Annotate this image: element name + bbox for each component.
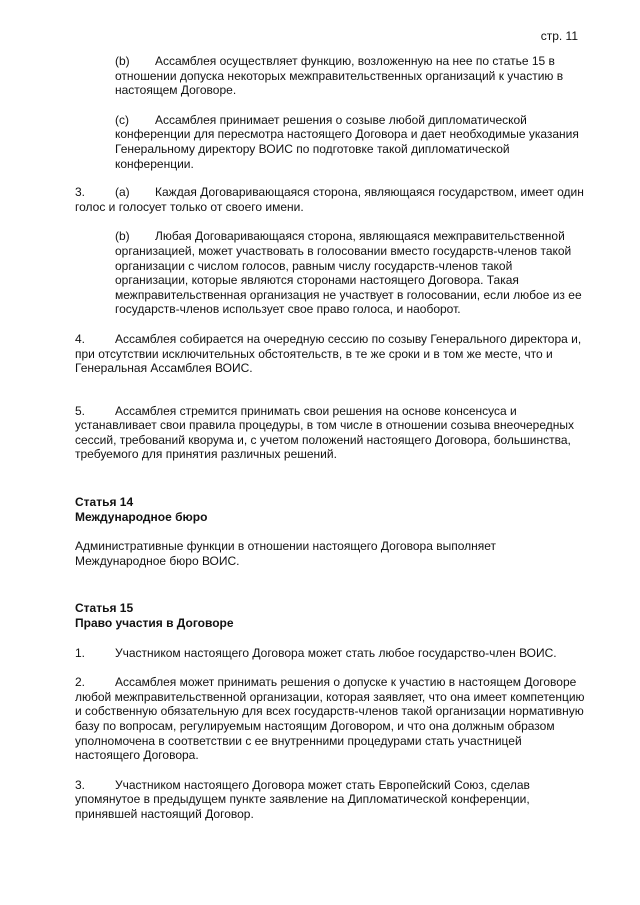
paragraph-text: Ассамблея стремится принимать свои решения на основе консенсуса и устанавливает свои правила процедуры, в том числе в отношении созыва внеочередных сессий, требований кворума и, с учетом положений настоящего Договора, большинства, требуемого для принятия различных решений. [75, 403, 575, 462]
paragraph-text: Участником настоящего Договора может стать любое государство-член ВОИС. [115, 645, 557, 660]
article-15-paragraph-2 [75, 675, 585, 763]
article-15-title: Статья 15 [75, 601, 134, 616]
paragraph-5 [75, 404, 585, 462]
paragraph-number: (c) [115, 112, 129, 127]
paragraph-number: 5. [75, 403, 86, 418]
paragraph-2b [115, 54, 585, 98]
paragraph-text: Любая Договаривающаяся сторона, являющаяся межправительственной организацией, может участвовать в голосовании вместо государств-членов такой организации с числом голосов, равным числу государств-членов такой организации, которые являются сторонами настоящего Договора. Такая межправительственная организация не участвует в голосовании, если любое из ее государств-членов использует свое право голоса, и наоборот. [115, 229, 582, 317]
paragraph-3a [75, 185, 585, 214]
paragraph-number: (b) [115, 54, 130, 68]
paragraph-number: 1. [75, 645, 86, 660]
article-14-text: Административные функции в отношении настоящего Договора выполняет Международное бюро ВОИС. [75, 539, 497, 568]
article-15-subtitle: Право участия в Договоре [75, 616, 234, 631]
paragraph-4 [75, 332, 585, 376]
paragraph-text: Каждая Договаривающаяся сторона, являющаяся государством, имеет один голос и голосует только от своего имени. [75, 185, 584, 214]
paragraph-2c [115, 113, 585, 171]
paragraph-text: Ассамблея собирается на очередную сессию по созыву Генерального директора и, при отсутствии исключительных обстоятельств, в те же сроки и в том же месте, что и Генеральная Ассамблея ВОИС. [75, 331, 582, 376]
paragraph-text: Ассамблея принимает решения о созыве любой дипломатической конференции для пересмотра настоящего Договора и дает необходимые указания Генеральному директору ВОИС по подготовке такой дипломатической конференции. [115, 112, 579, 171]
paragraph-text: Участником настоящего Договора может стать Европейский Союз, сделав упомянутое в предыдущем пункте заявление на Дипломатической конференции, принявшей настоящий Договор. [75, 777, 530, 821]
subparagraph-letter: (a) [115, 185, 130, 200]
article-14-subtitle: Международное бюро [75, 509, 208, 524]
paragraph-number: 2. [75, 675, 86, 690]
paragraph-number: 3. [75, 777, 86, 792]
paragraph-text: Ассамблея может принимать решения о допуске к участию в настоящем Договоре любой межправительственной организации, которая заявляет, что она имеет компетенцию и собственную обязательную для всех государств-членов такой организации нормативную базу по вопросам, регулируемым настоящим Договором, и что она должным образом уполномочена в соответствии с ее внутренними процедурами стать участницей настоящего Договора. [75, 675, 585, 763]
paragraph-number: (b) [115, 229, 130, 244]
page-number: стр. 11 [540, 29, 578, 43]
article-15-paragraph-1 [75, 646, 585, 661]
paragraph-text: Ассамблея осуществляет функцию, возложенную на нее по статье 15 в отношении допуска некоторых межправительственных организаций к участию в настоящем Договоре. [115, 54, 564, 98]
paragraph-number: 3. [75, 185, 86, 200]
article-15-paragraph-3 [75, 778, 585, 822]
paragraph-number: 4. [75, 331, 86, 346]
article-14-title: Статья 14 [75, 495, 134, 510]
paragraph-3b [115, 229, 585, 317]
document-body [75, 54, 585, 822]
